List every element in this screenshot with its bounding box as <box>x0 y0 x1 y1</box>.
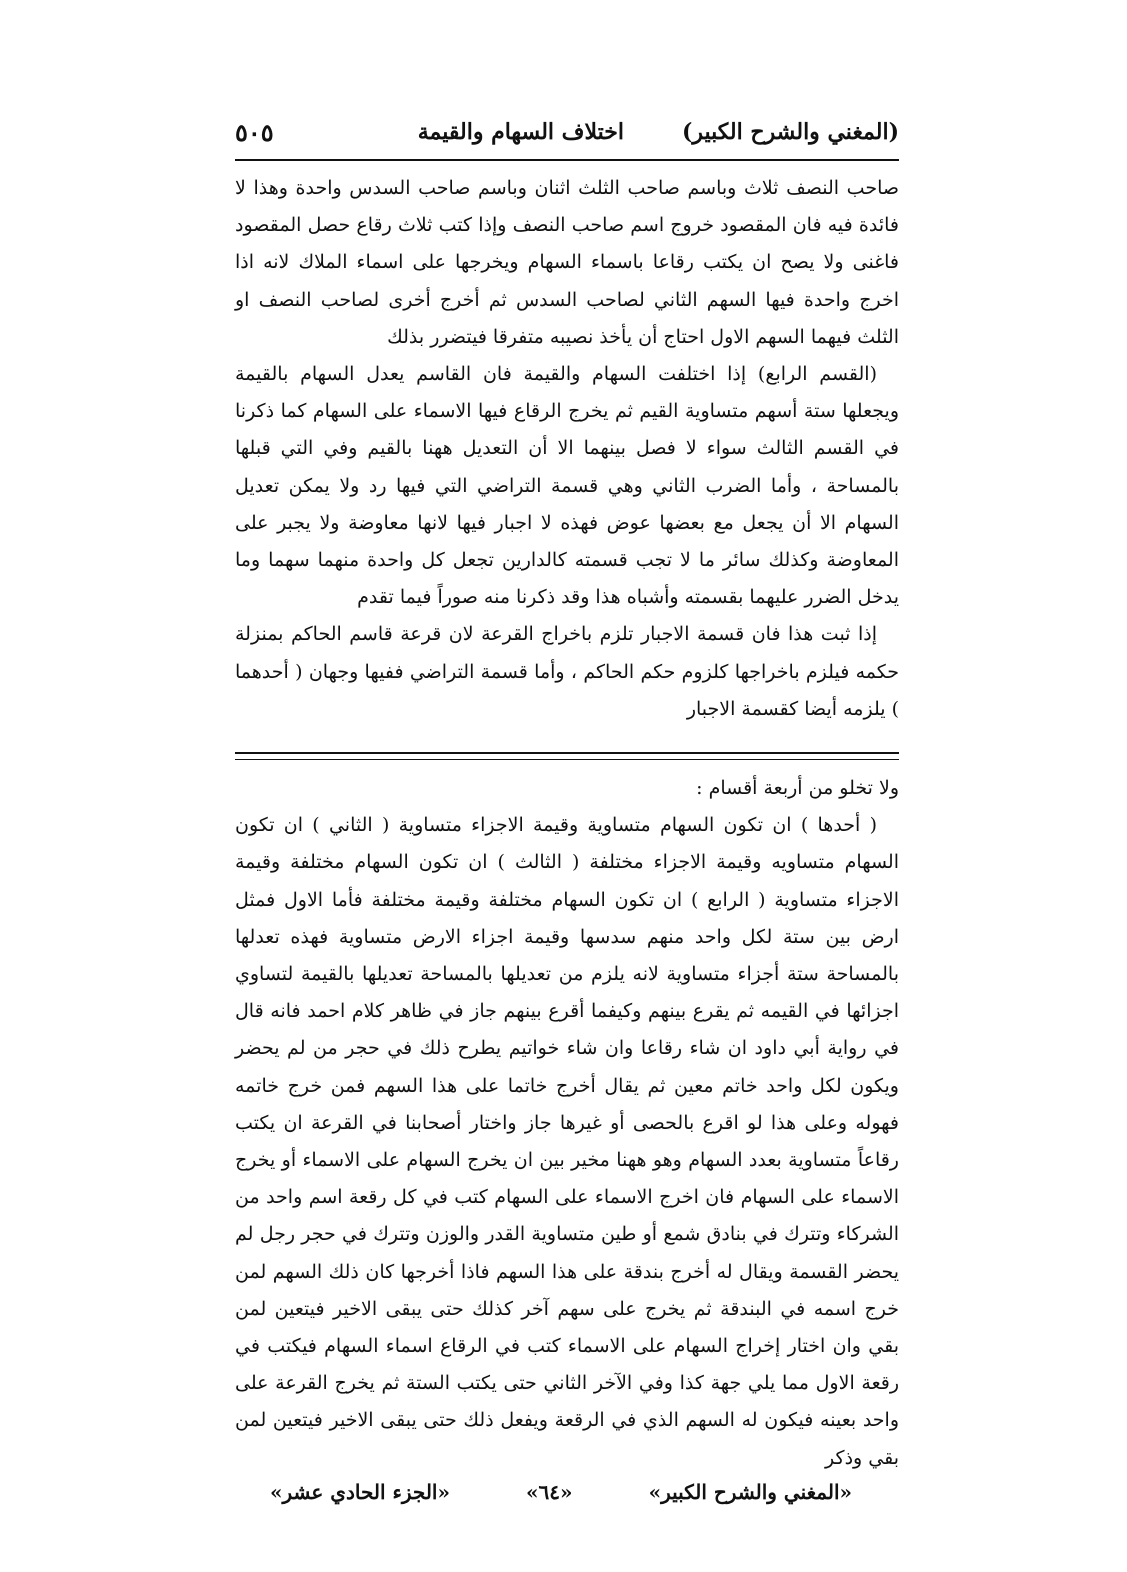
main-text-section <box>235 770 899 1477</box>
header-rule <box>235 159 899 161</box>
main-text-paragraph: ( أحدها ) ان تكون السهام متساوية وقيمة الاجزاء متساوية ( الثاني ) ان تكون السهام متساويه وقيمة الاجزاء مختلفة ( الثالث ) ان تكون السهام مختلفة وقيمة الاجزاء متساوية ( الرابع ) ان تكون السهام مختلفة وقيمة مختلفة فأما الاول فمثل ارض بين ستة لكل واحد منهم سدسها وقيمة اجزاء الارض متساوية فهذه تعدلها بالمساحة ستة أجزاء متساوية لانه يلزم من تعديلها بالمساحة تعديلها بالقيمة لتساوي اجزائها في القيمه ثم يقرع بينهم وكيفما أقرع بينهم جاز في ظاهر كلام احمد فانه قال في رواية أبي داود ان شاء رقاعا وان شاء خواتيم يطرح ذلك في حجر من لم يحضر ويكون لكل واحد خاتم معين ثم يقال أخرج خاتما على هذا السهم فمن خرج خاتمه فهوله وعلى هذا لو اقرع بالحصى أو غيرها جاز واختار أصحابنا في القرعة ان يكتب رقاعاً متساوية بعدد السهام وهو ههنا مخير بين ان يخرج السهام على الاسماء أو يخرج الاسماء على السهام فان اخرج الاسماء على السهام كتب في كل رقعة اسم واحد من الشركاء وتترك في بنادق شمع أو طين متساوية القدر والوزن وتترك في حجر رجل لم يحضر القسمة ويقال له أخرج بندقة على هذا السهم فاذا أخرجها كان ذلك السهم لمن خرج اسمه في البندقة ثم يخرج على سهم آخر كذلك حتى يبقى الاخير فيتعين لمن بقي وان اختار إخراج السهام على الاسماء كتب في الرقاع اسماء السهام فيكتب في رقعة الاول مما يلي جهة كذا وفي الآخر الثاني حتى يكتب الستة ثم يخرج القرعة على واحد بعينه فيكون له السهم الذي في الرقعة ويفعل ذلك حتى يبقى الاخير فيتعين لمن بقي وذكر <box>235 814 899 1469</box>
footer-sheet-number: «٦٤» <box>526 1480 573 1504</box>
page-number: ٥٠٥ <box>235 117 274 147</box>
footer-book-title: «المغني والشرح الكبير» <box>648 1480 852 1504</box>
page-header <box>235 112 899 152</box>
commentary-paragraph: إذا ثبت هذا فان قسمة الاجبار تلزم باخراج القرعة لان قرعة قاسم الحاكم بمنزلة حكمه فيلزم باخراجها كلزوم حكم الحاكم ، وأما قسمة التراضي ففيها وجهان ( أحدهما ) يلزمه أيضا كقسمة الاجبار <box>235 623 899 720</box>
main-text-paragraph: ولا تخلو من أربعة أقسام : <box>696 777 899 799</box>
commentary-paragraph: (القسم الرابع) إذا اختلفت السهام والقيمة فان القاسم يعدل السهام بالقيمة ويجعلها ستة أسهم متساوية القيم ثم يخرج الرقاع فيها الاسماء على السهام كما ذكرنا في القسم الثالث سواء لا فصل بينهما الا أن التعديل ههنا بالقيم وفي التي قبلها بالمساحة ، وأما الضرب الثاني وهي قسمة التراضي التي فيها رد ولا يمكن تعديل السهام الا أن يجعل مع بعضها عوض فهذه لا اجبار فيها لانها معاوضة ولا يجبر على المعاوضة وكذلك سائر ما لا تجب قسمته كالدارين تجعل كل واحدة منهما سهما وما يدخل الضرر عليهما بقسمته وأشباه هذا وقد ذكرنا منه صوراً فيما تقدم <box>235 363 899 609</box>
header-chapter-title: اختلاف السهام والقيمة <box>417 119 624 145</box>
footer-volume: «الجزء الحادي عشر» <box>270 1480 450 1504</box>
commentary-section <box>235 170 899 728</box>
page-footer <box>270 1475 852 1509</box>
commentary-paragraph: صاحب النصف ثلاث وباسم صاحب الثلث اثنان وباسم صاحب السدس واحدة وهذا لا فائدة فيه فان المقصود خروج اسم صاحب النصف وإذا كتب ثلاث رقاع حصل المقصود فاغنى ولا يصح ان يكتب رقاعا باسماء السهام ويخرجها على اسماء الملاك لانه اذا اخرج واحدة فيها السهم الثاني لصاحب السدس ثم أخرج أخرى لصاحب النصف او الثلث فيهما السهم الاول احتاج أن يأخذ نصيبه متفرقا فيتضرر بذلك <box>235 177 899 348</box>
header-book-title: (المغني والشرح الكبير) <box>681 119 899 145</box>
section-divider <box>235 752 899 760</box>
